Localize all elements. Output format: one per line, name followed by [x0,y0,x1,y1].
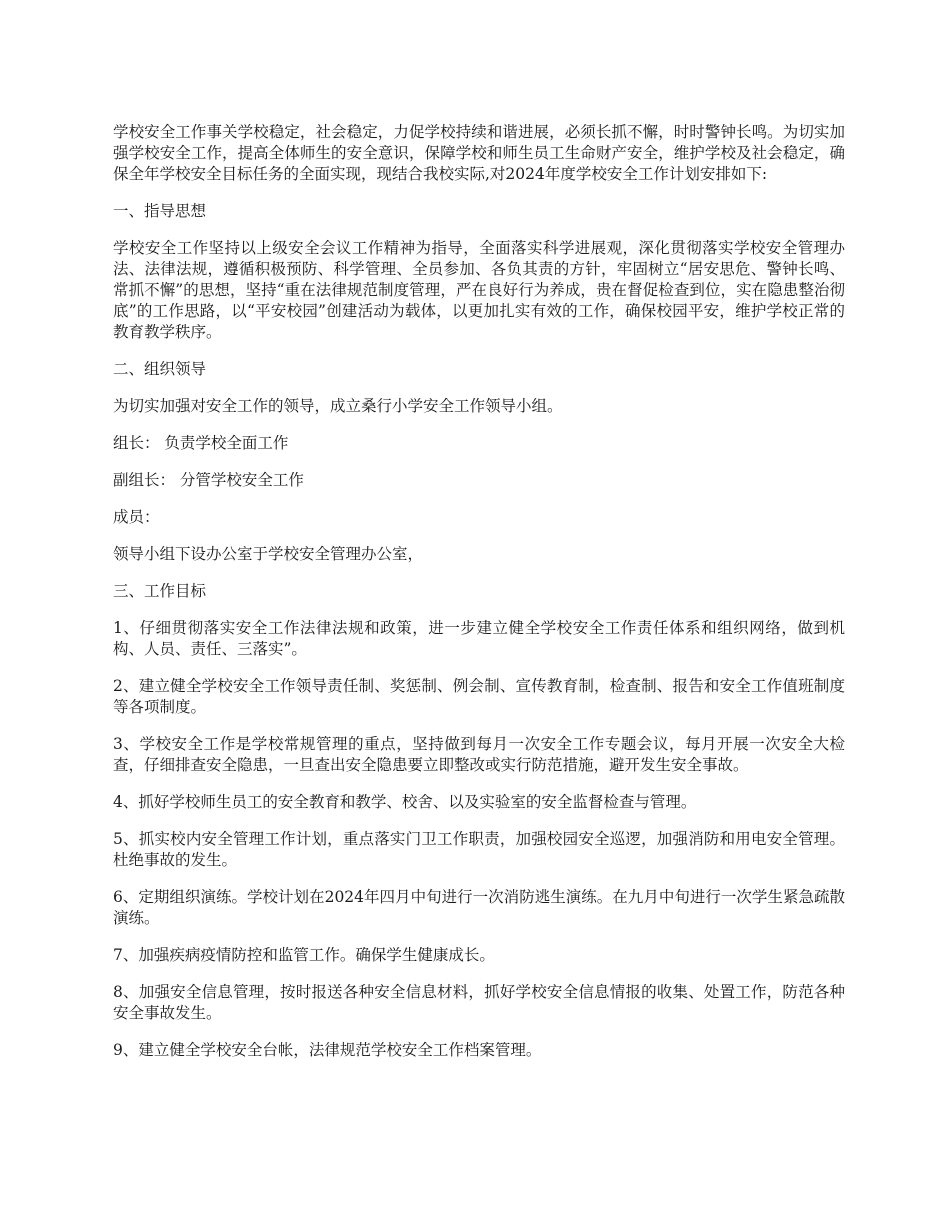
goal-item-8: 8、加强安全信息管理，按时报送各种安全信息材料，抓好学校安全信息情报的收集、处置工作，防范各种安全事故发生。 [113,983,845,1022]
section-2-intro: 为切实加强对安全工作的领导，成立桑行小学安全工作领导小组。 [113,397,563,415]
section-1-heading: 一、指导思想 [113,202,207,220]
section-1-body: 学校安全工作坚持以上级安全会议工作精神为指导，全面落实科学进展观，深化贯彻落实学校安全管理办法、法律法规，遵循积极预防、科学管理、全员参加、各负其责的方针，牢固树立“居安思危、警钟长鸣、常抓不懈”的思想，坚持“重在法律规范制度管理，严在良好行为养成，贵在督促检查到位，实在隐患整治彻底”的工作思路，以“平安校园”创建活动为载体，以更加扎实有效的工作，确保校园平安，维护学校正常的教育教学秩序。 [113,239,845,341]
leader-line: 组长： 负责学校全面工作 [113,434,289,452]
goal-item-4: 4、抓好学校师生员工的安全教育和教学、校舍、以及实验室的安全监督检查与管理。 [113,793,697,811]
intro-paragraph: 学校安全工作事关学校稳定，社会稳定，力促学校持续和谐进展，必须长抓不懈，时时警钟长鸣。为切实加强学校安全工作，提高全体师生的安全意识，保障学校和师生员工生命财产安全，维护学校及社会稳定，确保全年学校安全目标任务的全面实现，现结合我校实际,对2024年度学校安全工作计划安排如下: [113,123,845,183]
goal-item-6: 6、定期组织演练。学校计划在2024年四月中旬进行一次消防逃生演练。在九月中旬进行一次学生紧急疏散演练。 [113,888,845,927]
document-page [113,122,845,1077]
goal-item-5: 5、抓实校内安全管理工作计划，重点落实门卫工作职责，加强校园安全巡逻，加强消防和用电安全管理。杜绝事故的发生。 [113,830,845,869]
goal-item-3: 3、学校安全工作是学校常规管理的重点，坚持做到每月一次安全工作专题会议，每月开展一次安全大检查，仔细排查安全隐患，一旦查出安全隐患要立即整改或实行防范措施，避开发生安全事故。 [113,735,845,774]
goal-item-1: 1、仔细贯彻落实安全工作法律法规和政策，进一步建立健全学校安全工作责任体系和组织网络，做到机构、人员、责任、三落实”。 [113,619,845,658]
goal-item-2: 2、建立健全学校安全工作领导责任制、奖惩制、例会制、宣传教育制，检查制、报告和安全工作值班制度等各项制度。 [113,677,845,716]
goal-item-7: 7、加强疾病疫情防控和监管工作。确保学生健康成长。 [113,946,495,964]
section-2-heading: 二、组织领导 [113,360,207,378]
members-line: 成员： [113,508,160,526]
section-3-heading: 三、工作目标 [113,582,207,600]
vice-leader-line: 副组长： 分管学校安全工作 [113,471,304,489]
goal-item-9: 9、建立健全学校安全台帐，法律规范学校安全工作档案管理。 [113,1041,542,1059]
office-line: 领导小组下设办公室于学校安全管理办公室， [113,545,424,563]
